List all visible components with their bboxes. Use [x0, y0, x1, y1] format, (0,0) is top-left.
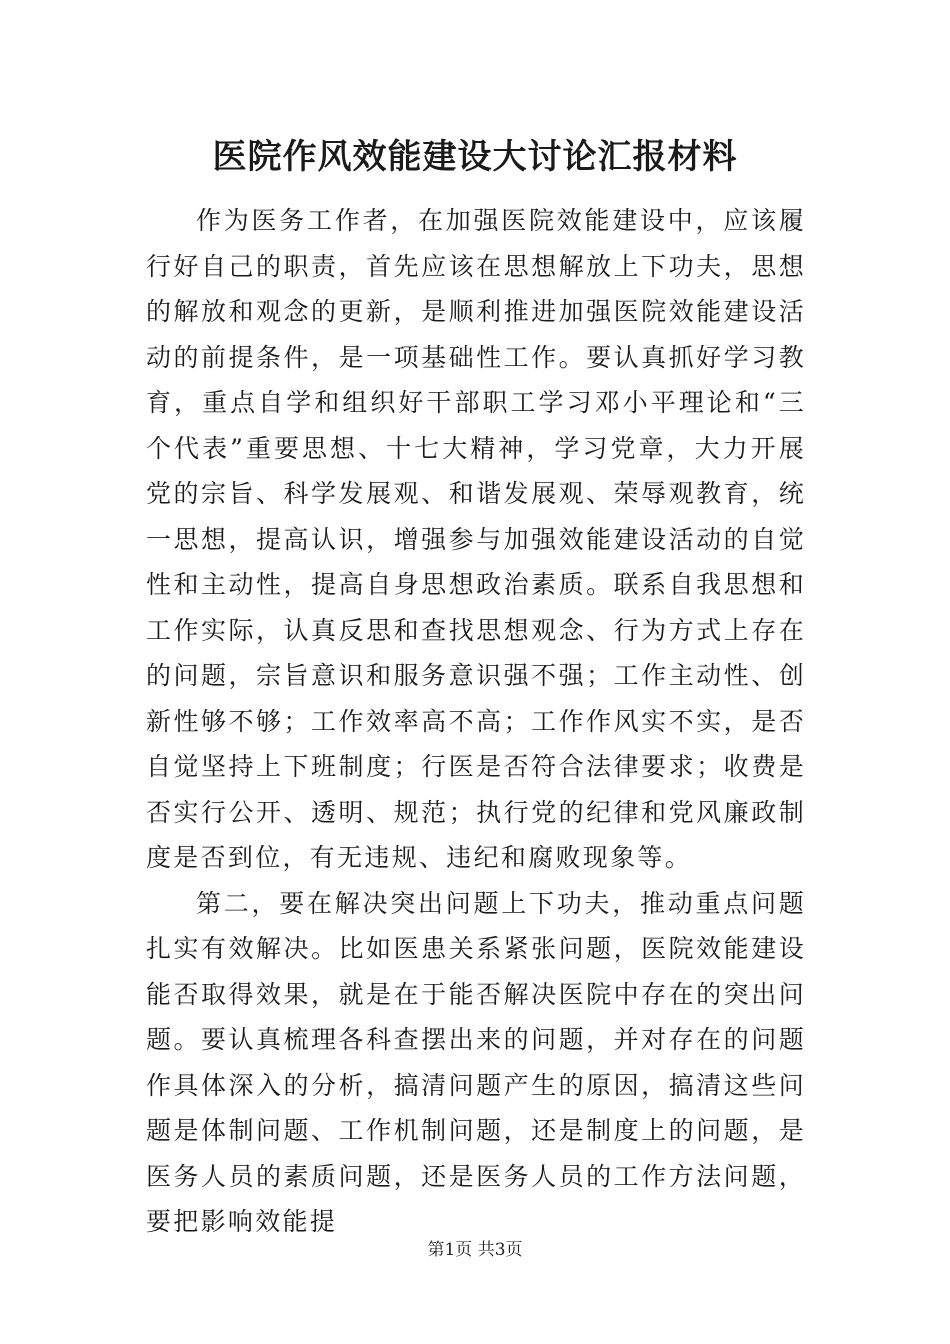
paragraph-1: 作为医务工作者，在加强医院效能建设中，应该履行好自己的职责，首先应该在思想解放上下功夫，思想的解放和观念的更新，是顺利推进加强医院效能建设活动的前提条件，是一项基础性工作。要认真抓好学习教育，重点自学和组织好干部职工学习邓小平理论和“三个代表”重要思想、十七大精神，学习党章，大力开展党的宗旨、科学发展观、和谐发展观、荣辱观教育，统一思想，提高认识，增强参与加强效能建设活动的自觉性和主动性，提高自身思想政治素质。联系自我思想和工作实际，认真反思和查找思想观念、行为方式上存在的问题，宗旨意识和服务意识强不强；工作主动性、创新性够不够；工作效率高不高；工作作风实不实，是否自觉坚持上下班制度；行医是否符合法律要求；收费是否实行公开、透明、规范；执行党的纪律和党风廉政制度是否到位，有无违规、违纪和腐败现象等。: [146, 206, 806, 872]
paragraph-2: 第二，要在解决突出问题上下功夫，推动重点问题扎实有效解决。比如医患关系紧张问题，医院效能建设能否取得效果，就是在于能否解决医院中存在的突出问题。要认真梳理各科查摆出来的问题，并对存在的问题作具体深入的分析，搞清问题产生的原因，搞清这些问题是体制问题、工作机制问题，还是制度上的问题，是医务人员的素质问题，还是医务人员的工作方法问题，要把影响效能提: [146, 888, 806, 1236]
page-number-footer: 第1页 共3页: [427, 1240, 523, 1260]
document-title: 医院作风效能建设大讨论汇报材料: [212, 137, 738, 177]
document-body: [146, 198, 806, 1245]
